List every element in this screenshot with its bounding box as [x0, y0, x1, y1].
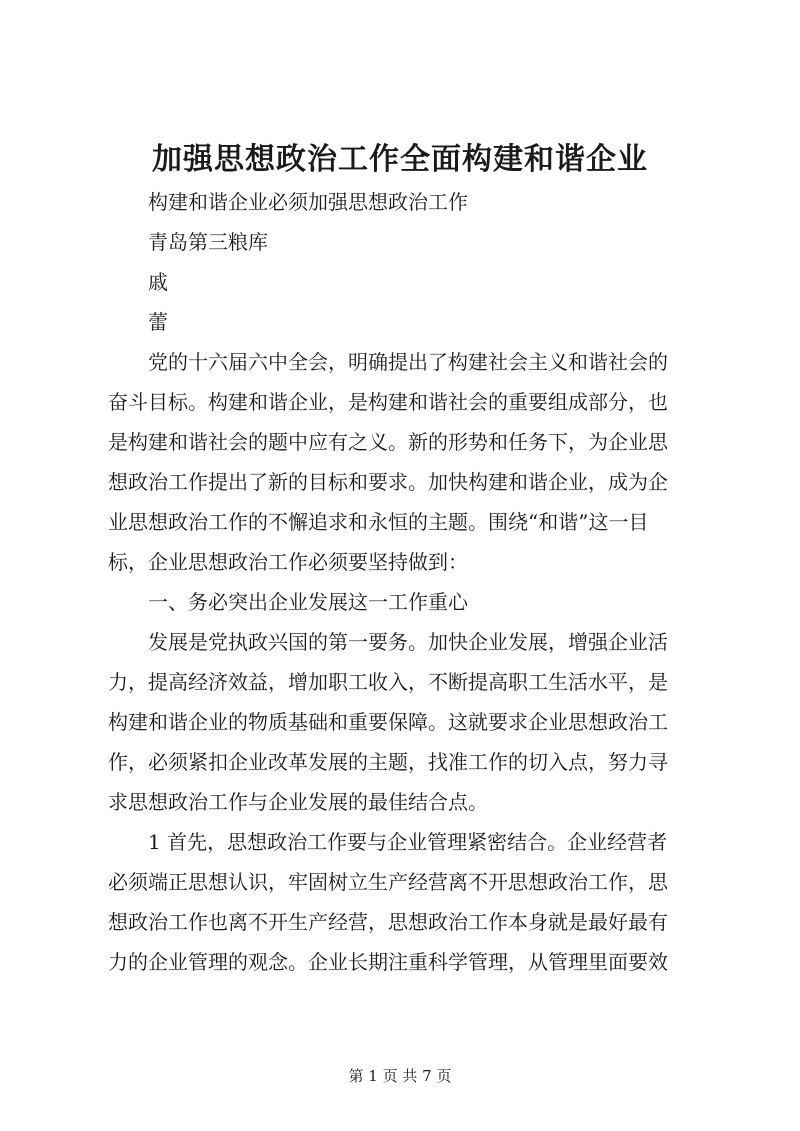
- paragraph-2: [108, 622, 704, 822]
- organization: 青岛第三粮库: [148, 230, 268, 254]
- paragraph-line: 想政治工作也离不开生产经营，思想政治工作本身就是最好最有: [108, 910, 668, 934]
- author-line-1: 戚: [148, 270, 168, 294]
- paragraph-line: 力的企业管理的观念。企业长期注重科学管理，从管理里面要效: [108, 950, 668, 974]
- page-footer: 第 1 页 共 7 页: [348, 1067, 452, 1085]
- author-line-2: 蕾: [148, 310, 168, 334]
- paragraph-line: 必须端正思想认识，牢固树立生产经营离不开思想政治工作，思: [108, 870, 668, 894]
- document-body: [108, 182, 704, 982]
- paragraph-line: 想政治工作提出了新的目标和要求。加快构建和谐企业，成为企: [108, 470, 668, 494]
- paragraph-line: 求思想政治工作与企业发展的最佳结合点。: [108, 790, 488, 814]
- section-heading: 一、务必突出企业发展这一工作重心: [148, 590, 468, 614]
- paragraph-line: 标，企业思想政治工作必须要坚持做到：: [108, 550, 468, 574]
- paragraph-line: 奋斗目标。构建和谐企业，是构建和谐社会的重要组成部分，也: [108, 390, 668, 414]
- paragraph-3: [108, 822, 704, 982]
- paragraph-1: [108, 342, 704, 582]
- section-heading-1: [108, 582, 704, 622]
- paragraph-line: 力，提高经济效益，增加职工收入，不断提高职工生活水平，是: [108, 670, 668, 694]
- document-title: 加强思想政治工作全面构建和谐企业: [152, 142, 648, 177]
- subtitle: 构建和谐企业必须加强思想政治工作: [148, 190, 468, 214]
- paragraph-line: 作，必须紧扣企业改革发展的主题，找准工作的切入点，努力寻: [108, 750, 668, 774]
- paragraph-line: 是构建和谐社会的题中应有之义。新的形势和任务下，为企业思: [108, 430, 668, 454]
- paragraph-line: 业思想政治工作的不懈追求和永恒的主题。围绕“和谐”这一目: [108, 510, 649, 534]
- paragraph-line: 构建和谐企业的物质基础和重要保障。这就要求企业思想政治工: [108, 710, 668, 734]
- paragraph-line: 党的十六届六中全会，明确提出了构建社会主义和谐社会的: [148, 350, 668, 374]
- paragraph-line: 1 首先，思想政治工作要与企业管理紧密结合。企业经营者: [148, 830, 668, 854]
- paragraph-line: 发展是党执政兴国的第一要务。加快企业发展，增强企业活: [148, 630, 668, 654]
